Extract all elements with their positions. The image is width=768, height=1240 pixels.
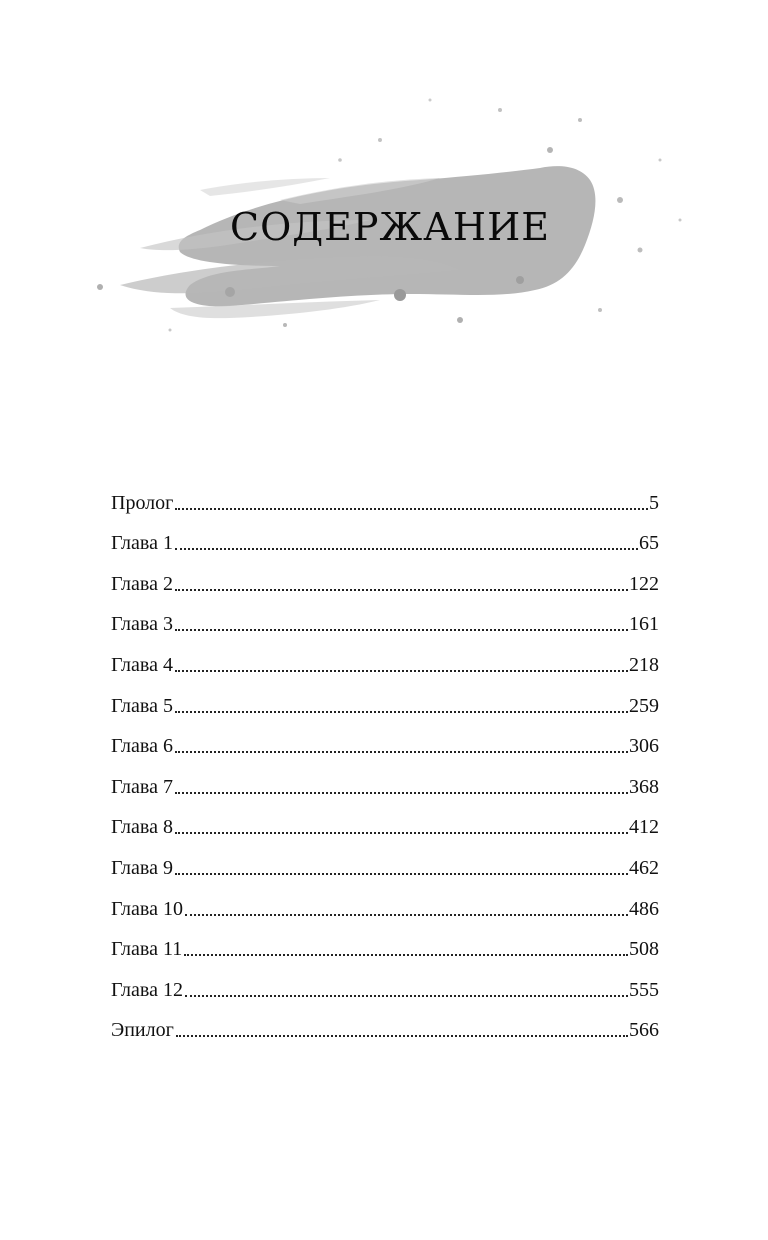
- toc-entry[interactable]: [111, 594, 659, 635]
- toc-entry-label: Пролог: [111, 491, 174, 514]
- toc-entry-page-number: 462: [629, 856, 659, 879]
- toc-entry-label: Глава 9: [111, 856, 173, 879]
- toc-entry-label: Глава 11: [111, 938, 183, 961]
- toc-entry-label: Глава 7: [111, 775, 173, 798]
- toc-entry[interactable]: [111, 756, 659, 797]
- dot-leader: [175, 670, 628, 672]
- toc-entry-page-number: 486: [629, 897, 659, 920]
- table-of-contents: [111, 472, 659, 1040]
- toc-entry[interactable]: [111, 634, 659, 675]
- toc-entry[interactable]: [111, 919, 659, 960]
- dot-leader: [175, 792, 628, 794]
- toc-entry-page-number: 122: [629, 572, 659, 595]
- toc-entry-label: Глава 3: [111, 613, 173, 636]
- toc-entry-page-number: 5: [649, 491, 659, 514]
- toc-entry[interactable]: [111, 837, 659, 878]
- toc-entry[interactable]: [111, 472, 659, 513]
- dot-leader: [175, 508, 648, 510]
- toc-entry[interactable]: [111, 716, 659, 757]
- contents-heading: СОДЕРЖАНИЕ: [230, 205, 550, 249]
- dot-leader: [175, 751, 628, 753]
- dot-leader: [175, 548, 638, 550]
- dot-leader: [184, 954, 628, 956]
- toc-entry[interactable]: [111, 878, 659, 919]
- toc-entry-page-number: 412: [629, 816, 659, 839]
- toc-entry[interactable]: [111, 553, 659, 594]
- toc-entry-label: Глава 8: [111, 816, 173, 839]
- toc-entry-label: Глава 6: [111, 735, 173, 758]
- dot-leader: [175, 629, 628, 631]
- toc-entry-label: Глава 5: [111, 694, 173, 717]
- dot-leader: [185, 914, 628, 916]
- toc-entry-label: Глава 1: [111, 532, 173, 555]
- toc-entry-label: Глава 10: [111, 897, 183, 920]
- toc-entry[interactable]: [111, 1000, 659, 1041]
- toc-entry[interactable]: [111, 513, 659, 554]
- toc-entry-label: Глава 2: [111, 572, 173, 595]
- toc-entry-label: Глава 4: [111, 653, 173, 676]
- toc-entry-page-number: 368: [629, 775, 659, 798]
- toc-entry-page-number: 555: [629, 978, 659, 1001]
- dot-leader: [176, 1035, 628, 1037]
- toc-entry-page-number: 508: [629, 938, 659, 961]
- dot-leader: [175, 711, 628, 713]
- toc-entry-page-number: 259: [629, 694, 659, 717]
- toc-entry-page-number: 65: [639, 532, 659, 555]
- dot-leader: [175, 589, 628, 591]
- toc-entry-page-number: 566: [629, 1019, 659, 1042]
- toc-entry-label: Эпилог: [111, 1019, 174, 1042]
- toc-entry-page-number: 306: [629, 735, 659, 758]
- dot-leader: [185, 995, 628, 997]
- dot-leader: [175, 832, 628, 834]
- toc-entry[interactable]: [111, 959, 659, 1000]
- toc-entry[interactable]: [111, 797, 659, 838]
- toc-entry-page-number: 218: [629, 653, 659, 676]
- toc-entry-label: Глава 12: [111, 978, 183, 1001]
- toc-entry-page-number: 161: [629, 613, 659, 636]
- dot-leader: [175, 873, 628, 875]
- toc-entry[interactable]: [111, 675, 659, 716]
